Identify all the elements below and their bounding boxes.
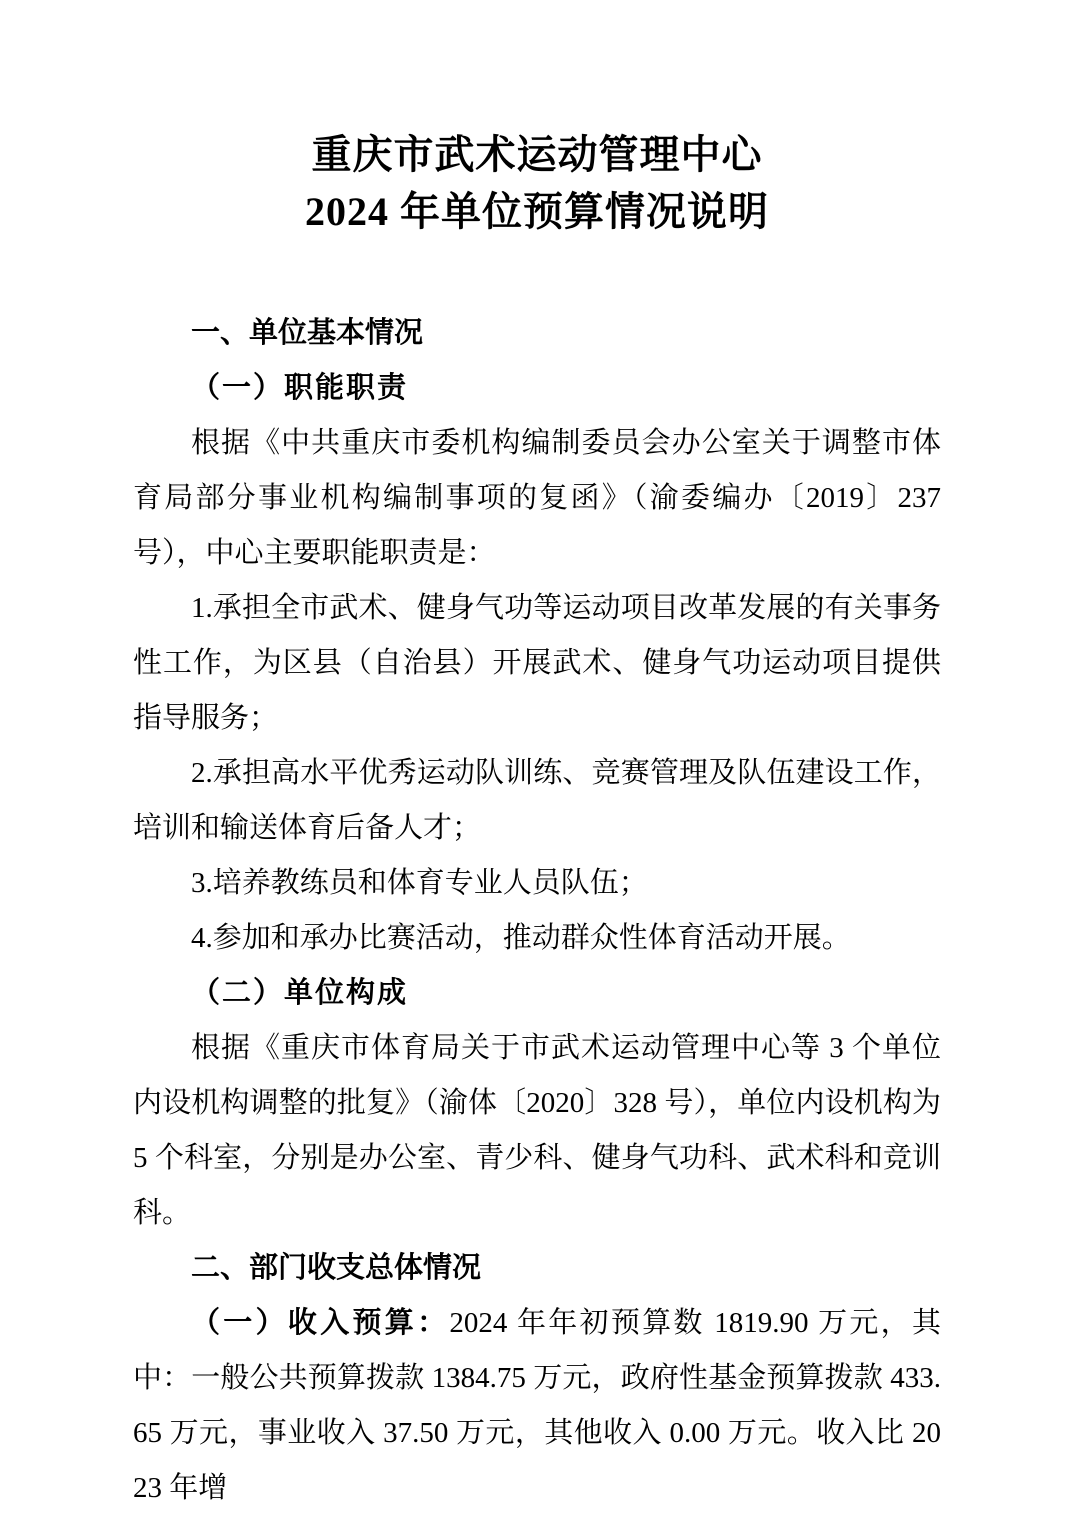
para-duty-4: 4.参加和承办比赛活动，推动群众性体育活动开展。 [191,922,851,954]
document-title-line-1: 重庆市武术运动管理中心 [311,132,763,177]
para-duty-3: 3.培养教练员和体育专业人员队伍； [191,867,648,899]
para-duty-2: 2.承担高水平优秀运动队训练、竞赛管理及队伍建设工作，培训和输送体育后备人才； [133,757,941,844]
document-title-line-2: 2024 年单位预算情况说明 [305,189,769,234]
heading-unit-basic-info: 一、单位基本情况 [191,317,424,349]
document-title [133,126,941,240]
para-income-budget: （一）收入预算：2024 年年初预算数 1819.90 万元，其中：一般公共预算拨款 1384.75 万元，政府性基金预算拨款 433.65 万元，事业收入 37.50 万元，其他收入 0.00 万元。收入比 2023 年增 [133,1307,941,1504]
para-duty-1: 1.承担全市武术、健身气功等运动项目改革发展的有关事务性工作，为区县（自治县）开展武术、健身气功运动项目提供指导服务； [133,592,941,734]
heading-revenue-expenditure: 二、部门收支总体情况 [191,1252,482,1284]
subheading-unit-composition: （二）单位构成 [191,977,409,1009]
document-body [133,306,941,1516]
para-income-budget-lead: （一）收入预算： [191,1307,450,1339]
para-unit-composition: 根据《重庆市体育局关于市武术运动管理中心等 3 个单位内设机构调整的批复》（渝体〔2020〕328 号），单位内设机构为 5 个科室，分别是办公室、青少科、健身气功科、武术科和竞训科。 [133,1032,941,1229]
subheading-functions-duties: （一）职能职责 [191,372,409,404]
para-functions-basis: 根据《中共重庆市委机构编制委员会办公室关于调整市体育局部分事业机构编制事项的复函》（渝委编办〔2019〕237 号），中心主要职能职责是： [133,427,941,569]
